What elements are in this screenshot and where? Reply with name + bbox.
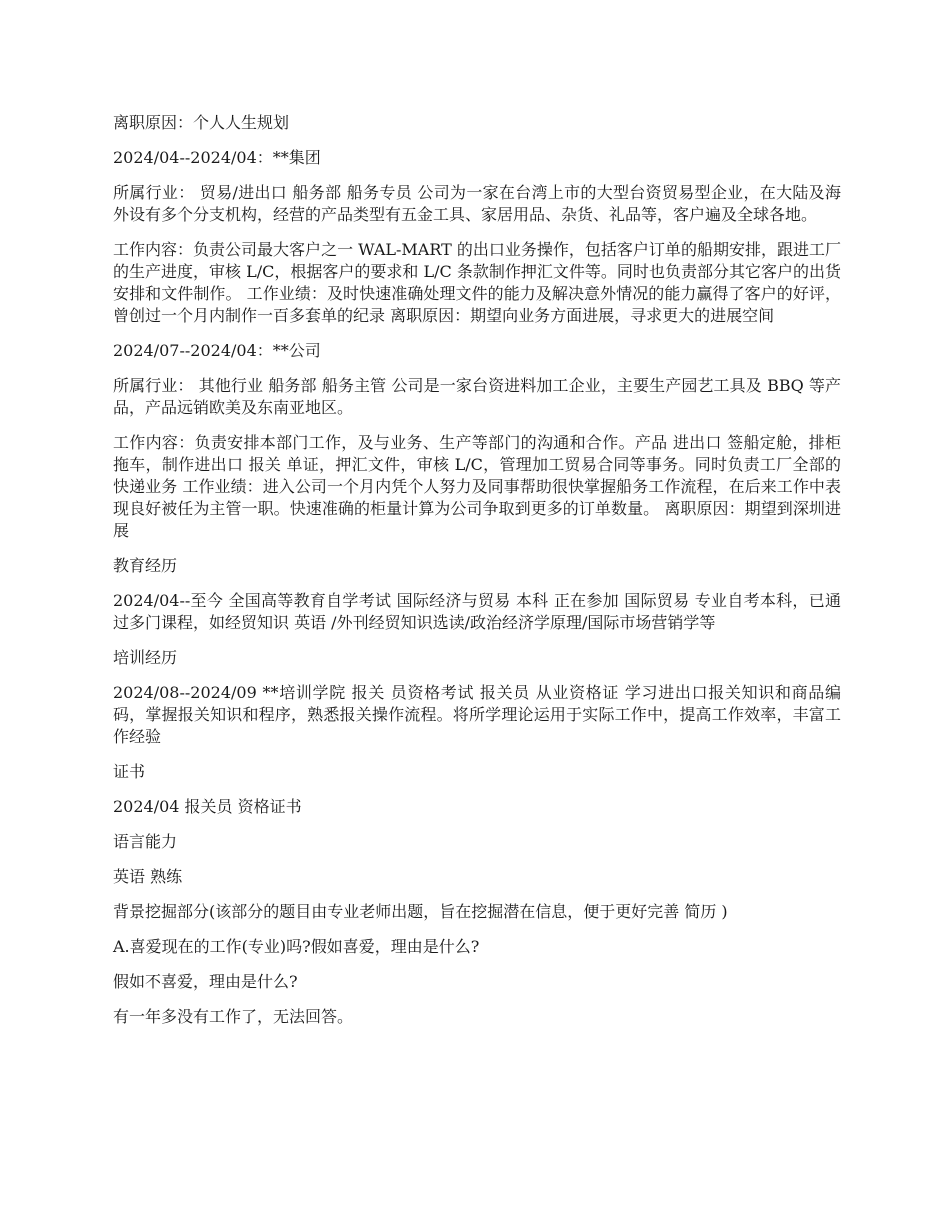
leaving-reason-1: 离职原因：个人人生规划: [113, 113, 290, 132]
job-industry-2: 所属行业： 其他行业 船务部 船务主管 公司是一家台资进料加工企业，主要生产园艺工具及 BBQ 等产品，产品远销欧美及东南亚地区。: [113, 376, 841, 417]
job-content-2: 工作内容：负责安排本部门工作，及与业务、生产等部门的沟通和合作。产品 进出口 签船定舱，排柜拖车，制作进出口 报关 单证，押汇文件，审核 L/C，管理加工贸易合同等事务。同时负责工厂全部的快递业务 工作业绩：进入公司一个月内凭个人努力及同事帮助很快掌握船务工作流程，在后来工作中表现良好被任为主管一职。快速准确的柜量计算为公司争取到更多的订单数量。 离职原因：期望到深圳进展: [113, 433, 841, 540]
question-a: A.喜爱现在的工作(专业)吗?假如喜爱，理由是什么?: [113, 937, 480, 956]
job-period-2: 2024/07--2024/04：**公司: [113, 341, 321, 360]
section-heading-education: 教育经历: [113, 556, 178, 575]
training-entry: 2024/08--2024/09 **培训学院 报关 员资格考试 报关员 从业资格证 学习进出口报关知识和商品编码，掌握报关知识和程序，熟悉报关操作流程。将所学理论运用于实际工作中，提高工作效率，丰富工作经验: [113, 683, 841, 746]
background-section-intro: 背景挖掘部分(该部分的题目由专业老师出题，旨在挖掘潜在信息，便于更好完善 简历 ): [113, 902, 728, 921]
section-heading-training: 培训经历: [113, 648, 178, 667]
certificate-entry: 2024/04 报关员 资格证书: [113, 797, 302, 816]
job-industry-1: 所属行业： 贸易/进出口 船务部 船务专员 公司为一家在台湾上市的大型台资贸易型企业，在大陆及海外设有多个分支机构，经营的产品类型有五金工具、家居用品、杂货、礼品等，客户遍及全球各地。: [113, 183, 841, 224]
language-entry: 英语 熟练: [113, 867, 183, 886]
document-page: [113, 112, 841, 1041]
job-content-1: 工作内容：负责公司最大客户之一 WAL-MART 的出口业务操作，包括客户订单的船期安排，跟进工厂的生产进度，审核 L/C，根据客户的要求和 L/C 条款制作押汇文件等。同时也负责部分其它客户的出货安排和文件制作。 工作业绩：及时快速准确处理文件的能力及解决意外情况的能力赢得了客户的好评，曾创过一个月内制作一百多套单的纪录 离职原因：期望向业务方面进展，寻求更大的进展空间: [113, 240, 841, 325]
answer-a: 有一年多没有工作了，无法回答。: [113, 1007, 354, 1026]
section-heading-certificates: 证书: [113, 762, 146, 781]
section-heading-languages: 语言能力: [113, 832, 178, 851]
question-a-followup: 假如不喜爱，理由是什么?: [113, 972, 298, 991]
job-period-1: 2024/04--2024/04：**集团: [113, 148, 321, 167]
education-entry: 2024/04--至今 全国高等教育自学考试 国际经济与贸易 本科 正在参加 国际贸易 专业自考本科，已通过多门课程，如经贸知识 英语 /外刊经贸知识选读/政治经济学原理/国际市场营销学等: [113, 591, 841, 632]
